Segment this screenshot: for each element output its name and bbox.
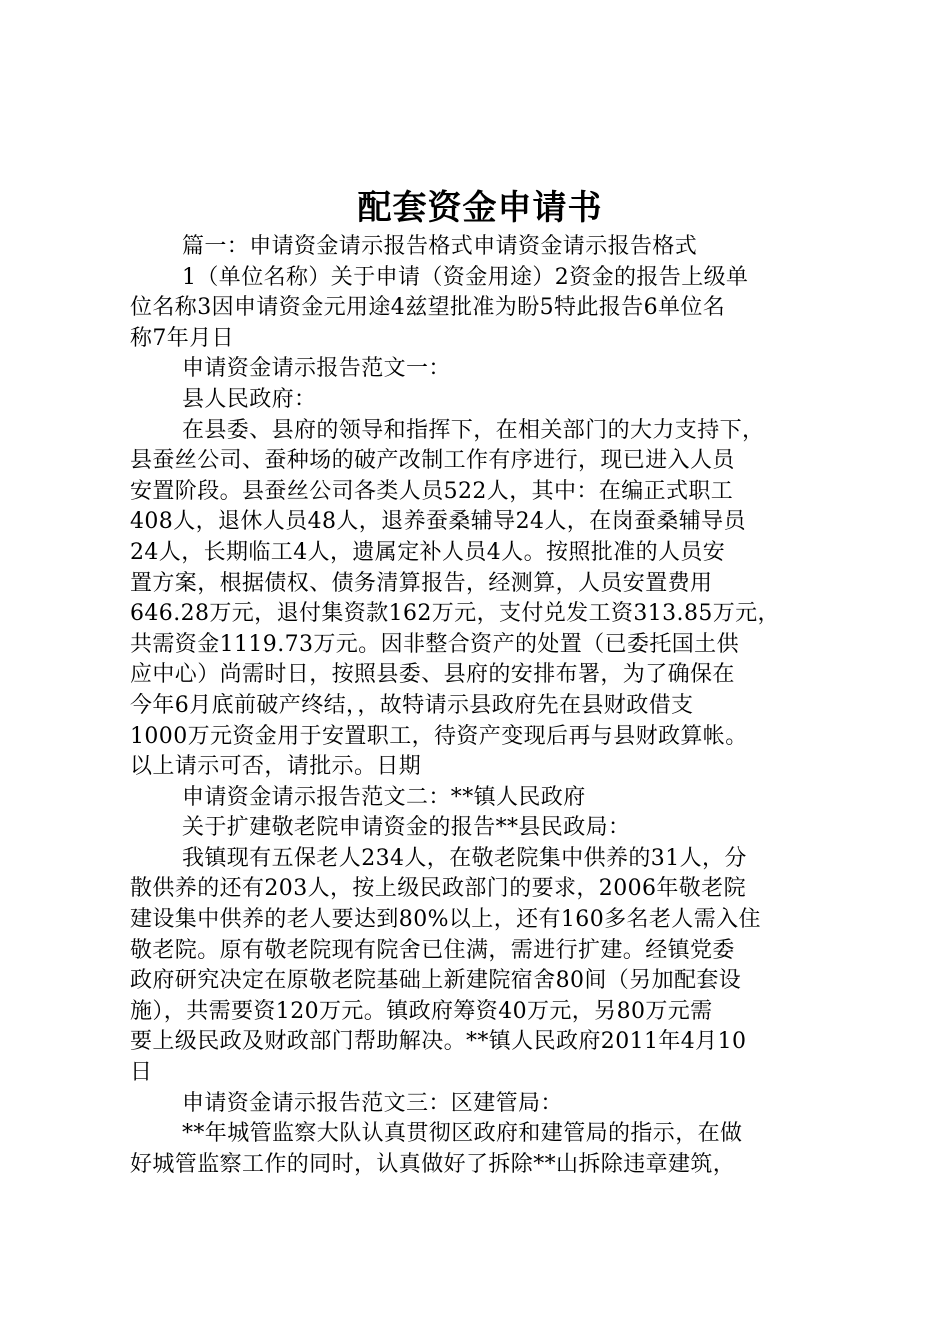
- text-line: 申请资金请示报告范文三：区建管局：: [182, 1090, 563, 1116]
- text-line: 408人，退休人员48人，退养蚕桑辅导24人，在岗蚕桑辅导员: [130, 509, 746, 535]
- text-line: 敬老院。原有敬老院现有院舍已住满，需进行扩建。经镇党委: [130, 937, 735, 963]
- text-line: 在县委、县府的领导和指挥下，在相关部门的大力支持下，: [182, 417, 765, 443]
- text-line: 申请资金请示报告范文一：: [182, 356, 451, 382]
- text-line: 县人民政府：: [182, 386, 317, 412]
- text-line: 县蚕丝公司、蚕种场的破产改制工作有序进行，现已进入人员: [130, 448, 735, 474]
- text-line: 今年6月底前破产终结，，故特请示县政府先在县财政借支: [130, 692, 694, 718]
- text-line: 要上级民政及财政部门帮助解决。**镇人民政府2011年4月10: [130, 1029, 747, 1055]
- text-line: 施），共需要资120万元。镇政府筹资40万元，另80万元需: [130, 998, 713, 1024]
- text-line: 关于扩建敬老院申请资金的报告**县民政局：: [182, 815, 631, 841]
- text-line: 建设集中供养的老人要达到80%以上，还有160多名老人需入住: [130, 907, 761, 933]
- text-line: 置方案，根据债权、债务清算报告，经测算，人员安置费用: [130, 570, 713, 596]
- text-line: 散供养的还有203人，按上级民政部门的要求，2006年敬老院: [130, 876, 746, 902]
- document-body: [130, 232, 830, 1180]
- text-line: 24人，长期临工4人，遗属定补人员4人。按照批准的人员安: [130, 539, 726, 565]
- text-line: 以上请示可否，请批示。日期: [130, 754, 422, 780]
- text-line: 1000万元资金用于安置职工，待资产变现后再与县财政算帐。: [130, 723, 748, 749]
- text-line: 我镇现有五保老人234人，在敬老院集中供养的31人，分: [182, 845, 747, 871]
- text-line: 安置阶段。县蚕丝公司各类人员522人，其中：在编正式职工: [130, 478, 734, 504]
- text-line: 日: [130, 1060, 153, 1086]
- text-line: 政府研究决定在原敬老院基础上新建院宿舍80间（另加配套设: [130, 968, 742, 994]
- text-line: 646.28万元，退付集资款162万元，支付兑发工资313.85万元，: [130, 601, 780, 627]
- text-line: 共需资金1119.73万元。因非整合资产的处置（已委托国土供: [130, 631, 739, 657]
- text-line: 1（单位名称）关于申请（资金用途）2资金的报告上级单: [182, 264, 749, 290]
- text-line: 应中心）尚需时日，按照县委、县府的安排布署，为了确保在: [130, 662, 735, 688]
- text-line: 篇一：申请资金请示报告格式申请资金请示报告格式: [182, 234, 698, 259]
- document-title: 配套资金申请书: [357, 188, 603, 228]
- text-line: 好城管监察工作的同时，认真做好了拆除**山拆除违章建筑，: [130, 1151, 736, 1177]
- text-line: 位名称3因申请资金元用途4兹望批准为盼5特此报告6单位名: [130, 295, 726, 321]
- text-line: 称7年月日: [130, 325, 234, 351]
- text-line: **年城管监察大队认真贯彻区政府和建管局的指示，在做: [182, 1121, 743, 1147]
- text-line: 申请资金请示报告范文二：**镇人民政府: [182, 784, 586, 810]
